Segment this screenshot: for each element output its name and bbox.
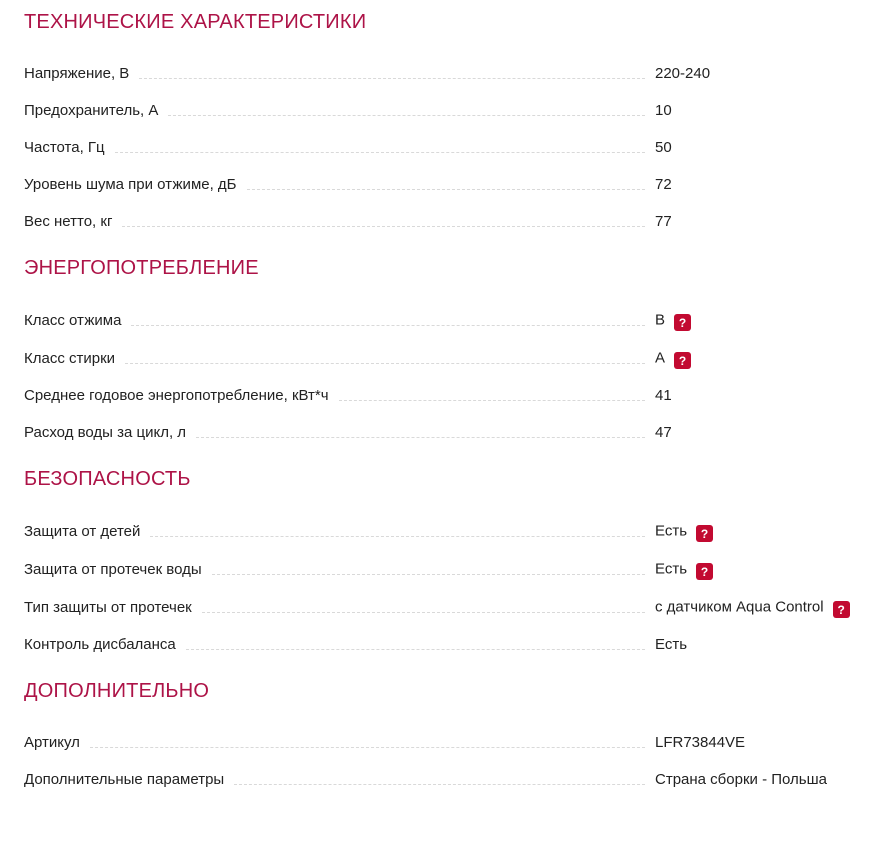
spec-label: Расход воды за цикл, л [24,424,187,441]
spec-value [655,388,851,404]
specifications-page [24,12,851,788]
spec-label: Дополнительные параметры [24,771,225,788]
spec-value-text: A [655,349,666,367]
spec-value-text: Страна сборки - Польша [655,771,827,788]
help-question-icon[interactable]: ? [674,352,691,369]
spec-row [24,735,851,751]
spec-row [24,388,851,404]
spec-label: Защита от протечек воды [24,561,202,578]
dotted-leader-line [212,574,645,575]
help-question-icon[interactable]: ? [696,563,713,580]
spec-label: Класс стирки [24,350,116,367]
section-title: ДОПОЛНИТЕЛЬНО [24,680,210,702]
spec-row [24,772,851,788]
spec-label: Частота, Гц [24,139,105,156]
spec-row [24,523,851,540]
spec-label: Класс отжима [24,312,122,329]
spec-label: Вес нетто, кг [24,213,113,230]
spec-row [24,140,851,156]
spec-row [24,177,851,193]
help-question-icon[interactable]: ? [833,601,850,618]
spec-section [24,681,851,788]
dotted-leader-line [168,115,645,116]
spec-value [655,312,851,329]
spec-value-text: 47 [655,424,672,441]
spec-value [655,140,851,156]
spec-row [24,312,851,329]
spec-label: Защита от детей [24,523,141,540]
spec-value [655,425,851,441]
spec-value [655,561,851,578]
spec-section [24,258,851,441]
spec-row [24,350,851,367]
dotted-leader-line [125,363,645,364]
spec-row [24,214,851,230]
spec-value-text: с датчиком Aqua Control [655,598,824,616]
spec-value-text: 220-240 [655,65,711,82]
dotted-leader-line [139,78,645,79]
spec-value [655,735,851,751]
spec-label: Уровень шума при отжиме, дБ [24,176,237,193]
section-title: ТЕХНИЧЕСКИЕ ХАРАКТЕРИСТИКИ [24,11,367,33]
spec-value-text: 10 [655,102,672,119]
spec-value-text: 72 [655,176,672,193]
spec-value [655,599,851,616]
spec-section [24,469,851,653]
spec-value-text: 41 [655,387,672,404]
dotted-leader-line [186,649,645,650]
spec-label: Предохранитель, А [24,102,159,119]
dotted-leader-line [115,152,645,153]
spec-value-text: 50 [655,139,672,156]
spec-row [24,599,851,616]
dotted-leader-line [196,437,645,438]
spec-row [24,637,851,653]
spec-value [655,66,851,82]
spec-value-text: LFR73844VE [655,734,746,751]
section-title: БЕЗОПАСНОСТЬ [24,468,191,490]
spec-label: Контроль дисбаланса [24,636,176,653]
dotted-leader-line [90,747,645,748]
spec-row [24,103,851,119]
dotted-leader-line [339,400,645,401]
dotted-leader-line [234,784,645,785]
spec-value-text: 77 [655,213,672,230]
spec-value [655,523,851,540]
section-title: ЭНЕРГОПОТРЕБЛЕНИЕ [24,257,259,279]
spec-value [655,772,851,788]
spec-row [24,425,851,441]
spec-value [655,177,851,193]
spec-row [24,66,851,82]
spec-value [655,103,851,119]
spec-label: Артикул [24,734,80,751]
spec-value [655,350,851,367]
dotted-leader-line [122,226,645,227]
dotted-leader-line [202,612,645,613]
spec-value-text: Есть [655,522,688,540]
spec-label: Среднее годовое энергопотребление, кВт*ч [24,387,329,404]
spec-value-text: B [655,311,666,329]
dotted-leader-line [247,189,645,190]
spec-label: Напряжение, В [24,65,130,82]
help-question-icon[interactable]: ? [696,525,713,542]
spec-value-text: Есть [655,636,688,653]
spec-section [24,12,851,230]
spec-value [655,214,851,230]
spec-label: Тип защиты от протечек [24,599,192,616]
dotted-leader-line [131,325,645,326]
spec-value [655,637,851,653]
help-question-icon[interactable]: ? [674,314,691,331]
spec-row [24,561,851,578]
spec-value-text: Есть [655,560,688,578]
dotted-leader-line [150,536,645,537]
